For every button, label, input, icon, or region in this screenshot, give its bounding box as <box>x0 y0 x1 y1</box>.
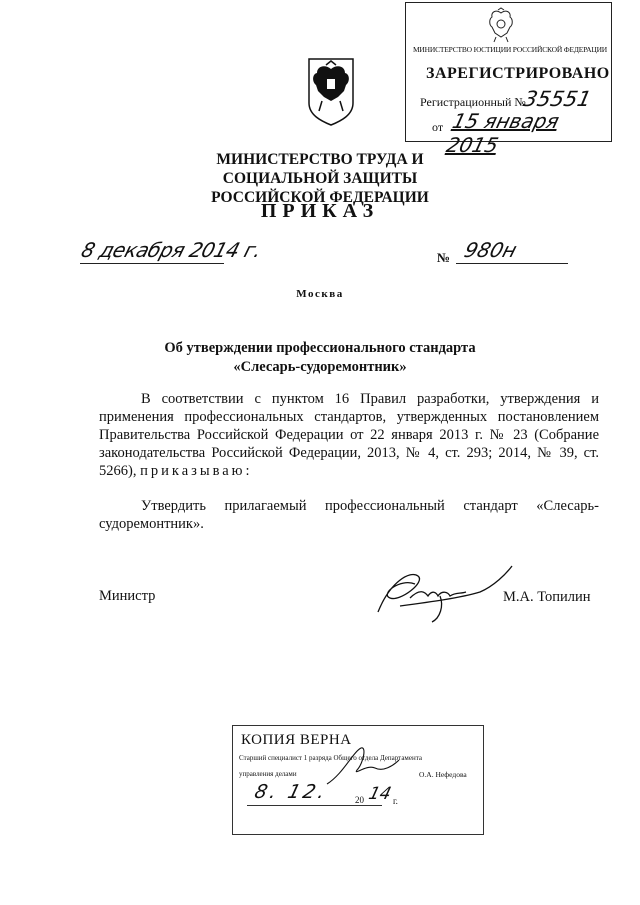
body-paragraph-1-text: В соответствии с пунктом 16 Правил разработки, утверждения и применения профессиональных стандартов, утвержденных постановлением Правительства Российской Федерации от 22 января 2013 г. № 23 (Собрание законодательства Российской Федерации, 2013, № 4, ст. 293; 2014, № 39, ст. 5266), <box>99 391 599 479</box>
coat-of-arms-icon <box>305 55 357 127</box>
order-number: 980н <box>461 238 520 262</box>
signatory-name: М.А. Топилин <box>503 589 591 605</box>
copy-stamp-name: О.А. Нефедова <box>419 770 467 779</box>
eagle-emblem-icon <box>486 7 516 45</box>
order-directive: приказываю: <box>140 463 253 479</box>
copy-stamp-date: 8. 12. <box>252 781 331 803</box>
order-number-label: № <box>437 250 451 265</box>
registration-stamp <box>405 2 612 157</box>
document-type: ПРИКАЗ <box>260 200 380 222</box>
copy-stamp-department: управления делами <box>239 770 297 778</box>
handwritten-signature <box>370 562 520 624</box>
copy-stamp-title: КОПИЯ ВЕРНА <box>241 732 352 748</box>
copy-stamp-year-suffix: г. <box>393 796 398 806</box>
copy-stamp-year-prefix: 20 <box>355 795 364 805</box>
order-date: 8 декабря 2014 г. <box>78 238 265 262</box>
copy-stamp-year: 14 <box>366 784 394 804</box>
registration-date-label: от <box>432 120 444 134</box>
certified-copy-stamp <box>232 725 484 835</box>
number-underline <box>456 263 568 264</box>
copy-stamp-position: Старший специалист 1 разряда Общего отдела Департамента <box>239 754 422 762</box>
registration-ministry: МИНИСТЕРСТВО ЮСТИЦИИ РОССИЙСКОЙ ФЕДЕРАЦИИ <box>412 45 608 54</box>
signatory-position: Министр <box>99 588 156 604</box>
city: Москва <box>296 288 344 300</box>
registration-title: ЗАРЕГИСТРИРОВАНО <box>426 65 610 82</box>
registration-number: 35551 <box>521 87 594 111</box>
body-paragraph-1 <box>99 390 599 480</box>
document-title: Об утверждении профессионального стандарта «Слесарь-судоремонтник» <box>164 340 476 375</box>
registration-number-label: Регистрационный № <box>420 95 526 109</box>
ministry-name: МИНИСТЕРСТВО ТРУДА И СОЦИАЛЬНОЙ ЗАЩИТЫ РОССИЙСКОЙ ФЕДЕРАЦИИ <box>211 151 429 206</box>
registration-date: 15 января 2015 <box>444 109 562 157</box>
body-paragraph-2: Утвердить прилагаемый профессиональный стандарт «Слесарь-судоремонтник». <box>99 498 599 532</box>
copy-date-underline <box>247 805 382 806</box>
date-underline <box>80 263 224 264</box>
